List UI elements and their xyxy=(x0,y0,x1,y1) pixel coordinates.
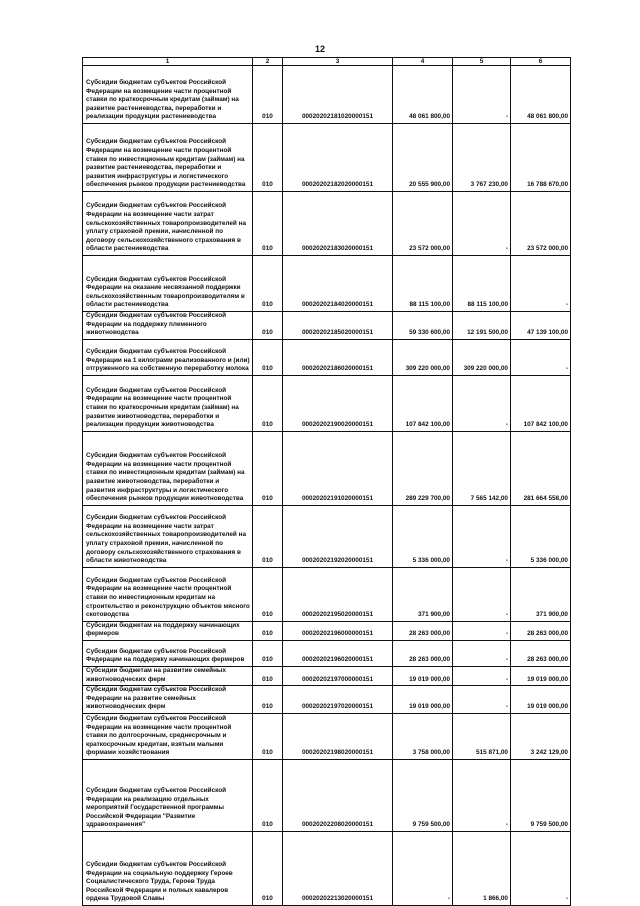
table-row xyxy=(83,375,571,431)
line-code: 010 xyxy=(253,339,283,375)
line-code: 010 xyxy=(253,505,283,567)
col5-value: 1 866,00 xyxy=(453,831,511,905)
budget-code: 00020202196020000151 xyxy=(283,640,393,666)
col4-value: 28 263 000,00 xyxy=(393,640,453,666)
col4-value: 88 115 100,00 xyxy=(393,256,453,312)
col5-value: 88 115 100,00 xyxy=(453,256,511,312)
col4-value: 371 900,00 xyxy=(393,567,453,621)
budget-code: 00020202182020000151 xyxy=(283,124,393,192)
row-name: Субсидии бюджетам субъектов Российской Федерации на 1 килограмм реализованного и (или) отгруженного на собственную переработку молока xyxy=(83,339,253,375)
line-code: 010 xyxy=(253,567,283,621)
col4-value: 289 229 700,00 xyxy=(393,431,453,505)
budget-code: 00020202197020000151 xyxy=(283,686,393,714)
budget-code: 00020202186020000151 xyxy=(283,339,393,375)
col5-value: - xyxy=(453,375,511,431)
col5-value: - xyxy=(453,759,511,831)
budget-code: 00020202183020000151 xyxy=(283,192,393,256)
col-header-2: 2 xyxy=(253,58,283,66)
budget-code: 00020202190020000151 xyxy=(283,375,393,431)
col5-value: - xyxy=(453,505,511,567)
table-row xyxy=(83,686,571,714)
budget-code: 00020202197000000151 xyxy=(283,666,393,685)
table-row xyxy=(83,66,571,124)
line-code: 010 xyxy=(253,66,283,124)
budget-code: 00020202208020000151 xyxy=(283,759,393,831)
line-code: 010 xyxy=(253,713,283,759)
col5-value: - xyxy=(453,66,511,124)
col6-value: 9 759 500,00 xyxy=(511,759,571,831)
col4-value: - xyxy=(393,831,453,905)
table-row xyxy=(83,431,571,505)
table-row xyxy=(83,666,571,685)
col6-value: 19 019 000,00 xyxy=(511,666,571,685)
col6-value: 19 019 000,00 xyxy=(511,686,571,714)
budget-code: 00020202192020000151 xyxy=(283,505,393,567)
row-name: Субсидии бюджетам субъектов Российской Федерации на развитие семейных животноводческих ферм xyxy=(83,686,253,714)
col-header-5: 5 xyxy=(453,58,511,66)
col5-value: 7 565 142,00 xyxy=(453,431,511,505)
row-name: Субсидии бюджетам субъектов Российской Федерации на социальную поддержку Героев Социалистического Труда, Героев Труда Российской Федерации и полных кавалеров ордена Трудовой Славы xyxy=(83,831,253,905)
budget-code: 00020202191020000151 xyxy=(283,431,393,505)
col6-value: - xyxy=(511,256,571,312)
col4-value: 23 572 000,00 xyxy=(393,192,453,256)
row-name: Субсидии бюджетам субъектов Российской Федерации на возмещение части процентной ставки по инвестиционным кредитам на строительство и реконструкцию объектов мясного скотоводства xyxy=(83,567,253,621)
col5-value: 12 191 500,00 xyxy=(453,312,511,340)
row-name: Субсидии бюджетам субъектов Российской Федерации на поддержку начинающих фермеров xyxy=(83,640,253,666)
line-code: 010 xyxy=(253,686,283,714)
col6-value: - xyxy=(511,831,571,905)
line-code: 010 xyxy=(253,640,283,666)
col4-value: 5 336 000,00 xyxy=(393,505,453,567)
row-name: Субсидии бюджетам субъектов Российской Федерации на поддержку племенного животноводства xyxy=(83,312,253,340)
col4-value: 59 330 600,00 xyxy=(393,312,453,340)
budget-code: 00020202184020000151 xyxy=(283,256,393,312)
col6-value: 107 842 100,00 xyxy=(511,375,571,431)
budget-code: 00020202185020000151 xyxy=(283,312,393,340)
line-code: 010 xyxy=(253,124,283,192)
col5-value: - xyxy=(453,666,511,685)
col6-value: 48 061 800,00 xyxy=(511,66,571,124)
row-name: Субсидии бюджетам субъектов Российской Федерации на возмещение части процентной ставки по краткосрочным кредитам (займам) на развитие растениеводства, переработки и реализации продукции растениеводства xyxy=(83,66,253,124)
line-code: 010 xyxy=(253,831,283,905)
row-name: Субсидии бюджетам на поддержку начинающих фермеров xyxy=(83,621,253,640)
line-code: 010 xyxy=(253,621,283,640)
col4-value: 3 758 000,00 xyxy=(393,713,453,759)
budget-code: 00020202213020000151 xyxy=(283,831,393,905)
col-header-1: 1 xyxy=(83,58,253,66)
col5-value: - xyxy=(453,192,511,256)
budget-code: 00020202195020000151 xyxy=(283,567,393,621)
budget-code: 00020202181020000151 xyxy=(283,66,393,124)
row-name: Субсидии бюджетам субъектов Российской Федерации на возмещение части затрат сельскохозяйственных товаропроизводителей на уплату страховой премии, начисленной по договору сельскохозяйственного страхования в области растениеводства xyxy=(83,192,253,256)
table-row xyxy=(83,640,571,666)
line-code: 010 xyxy=(253,192,283,256)
table-row xyxy=(83,505,571,567)
col4-value: 309 220 000,00 xyxy=(393,339,453,375)
col4-value: 20 555 900,00 xyxy=(393,124,453,192)
col5-value: 309 220 000,00 xyxy=(453,339,511,375)
col-header-6: 6 xyxy=(511,58,571,66)
report-table xyxy=(82,57,571,906)
table-row xyxy=(83,192,571,256)
budget-code: 00020202198020000151 xyxy=(283,713,393,759)
row-name: Субсидии бюджетам на развитие семейных животноводческих ферм xyxy=(83,666,253,685)
col-header-3: 3 xyxy=(283,58,393,66)
column-number-row xyxy=(83,58,571,66)
table-row xyxy=(83,759,571,831)
line-code: 010 xyxy=(253,759,283,831)
line-code: 010 xyxy=(253,256,283,312)
col5-value: - xyxy=(453,686,511,714)
row-name: Субсидии бюджетам субъектов Российской Федерации на реализацию отдельных мероприятий Государственной программы Российской Федерации "Развитие здравоохранения" xyxy=(83,759,253,831)
col4-value: 107 842 100,00 xyxy=(393,375,453,431)
table-row xyxy=(83,312,571,340)
col4-value: 19 019 000,00 xyxy=(393,686,453,714)
col-header-4: 4 xyxy=(393,58,453,66)
table-row xyxy=(83,567,571,621)
row-name: Субсидии бюджетам субъектов Российской Федерации на возмещение части процентной ставки по инвестиционным кредитам (займам) на развитие животноводства, переработки и развития инфраструктуры и логистического обеспечения рынков продукции животноводства xyxy=(83,431,253,505)
col6-value: 23 572 000,00 xyxy=(511,192,571,256)
col6-value: 281 664 558,00 xyxy=(511,431,571,505)
table-row xyxy=(83,713,571,759)
col6-value: 16 788 670,00 xyxy=(511,124,571,192)
table-row xyxy=(83,831,571,905)
line-code: 010 xyxy=(253,431,283,505)
col6-value: 5 336 000,00 xyxy=(511,505,571,567)
row-name: Субсидии бюджетам субъектов Российской Федерации на возмещение части процентной ставки по долгосрочным, среднесрочным и краткосрочным кредитам, взятым малыми формами хозяйствования xyxy=(83,713,253,759)
col4-value: 9 759 500,00 xyxy=(393,759,453,831)
col5-value: - xyxy=(453,567,511,621)
line-code: 010 xyxy=(253,375,283,431)
col6-value: 28 263 000,00 xyxy=(511,640,571,666)
row-name: Субсидии бюджетам субъектов Российской Федерации на возмещение части процентной ставки по краткосрочным кредитам (займам) на развитие животноводства, переработки и реализации продукции животноводства xyxy=(83,375,253,431)
col6-value: 28 263 000,00 xyxy=(511,621,571,640)
col5-value: - xyxy=(453,621,511,640)
table-row xyxy=(83,124,571,192)
row-name: Субсидии бюджетам субъектов Российской Федерации на возмещение части затрат сельскохозяйственных товаропроизводителей на уплату страховой премии, начисленной по договору сельскохозяйственного страхования в области животноводства xyxy=(83,505,253,567)
col6-value: 47 139 100,00 xyxy=(511,312,571,340)
col4-value: 28 263 000,00 xyxy=(393,621,453,640)
col4-value: 48 061 800,00 xyxy=(393,66,453,124)
table-body xyxy=(83,66,571,906)
line-code: 010 xyxy=(253,666,283,685)
table-row xyxy=(83,621,571,640)
table-row xyxy=(83,339,571,375)
col5-value: - xyxy=(453,640,511,666)
row-name: Субсидии бюджетам субъектов Российской Федерации на возмещение части процентной ставки по инвестиционным кредитам (займам) на развитие растениеводства, переработки и развития инфраструктуры и логистического обеспечения рынков продукции растениеводства xyxy=(83,124,253,192)
table-row xyxy=(83,256,571,312)
row-name: Субсидии бюджетам субъектов Российской Федерации на оказание несвязанной поддержки сельскохозяйственным товаропроизводителям в области растениеводства xyxy=(83,256,253,312)
col6-value: 3 242 129,00 xyxy=(511,713,571,759)
budget-code: 00020202196000000151 xyxy=(283,621,393,640)
col5-value: 3 767 230,00 xyxy=(453,124,511,192)
page-number: 12 xyxy=(314,44,325,54)
col6-value: 371 900,00 xyxy=(511,567,571,621)
col6-value: - xyxy=(511,339,571,375)
col4-value: 19 019 000,00 xyxy=(393,666,453,685)
line-code: 010 xyxy=(253,312,283,340)
col5-value: 515 871,00 xyxy=(453,713,511,759)
